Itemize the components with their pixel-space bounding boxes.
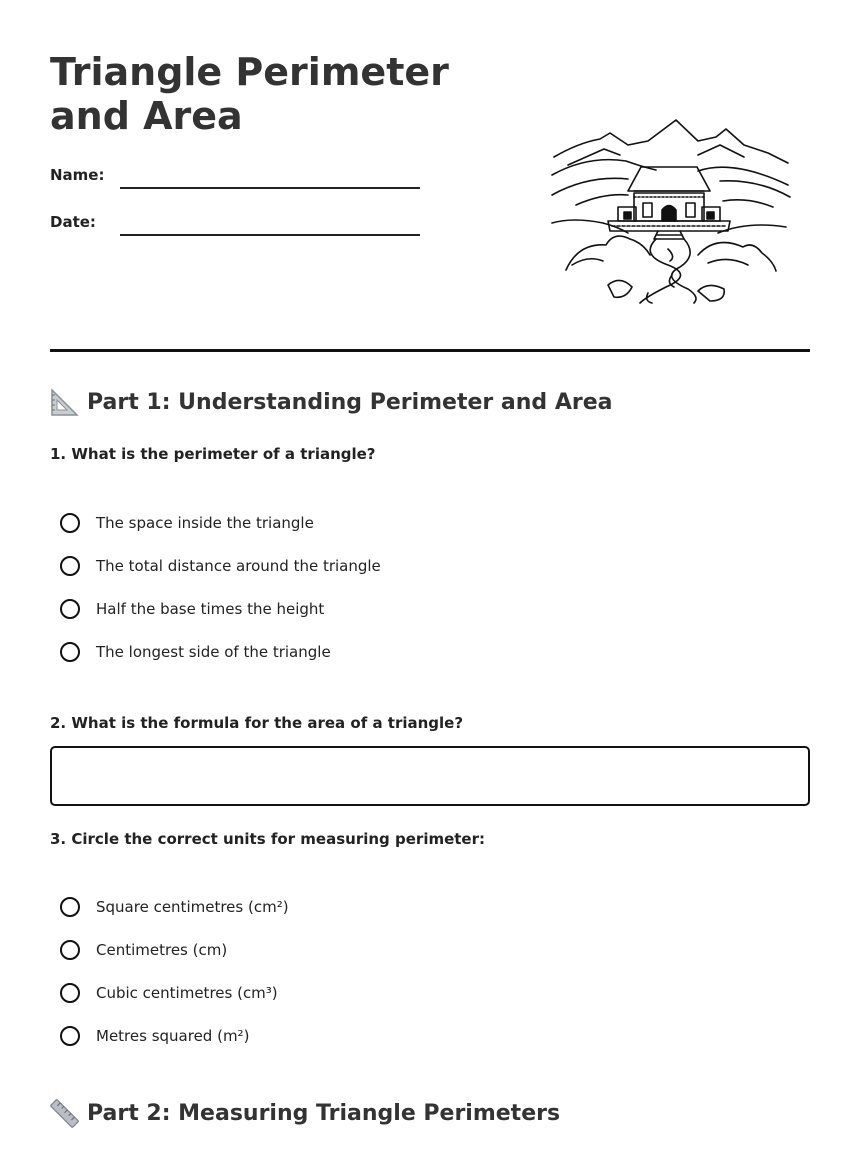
worksheet-title: Triangle Perimeter and Area xyxy=(50,50,449,138)
radio-button[interactable] xyxy=(60,599,80,619)
q3-option-1-label: Square centimetres (cm²) xyxy=(96,898,289,916)
part1-heading xyxy=(50,388,612,417)
part2-heading xyxy=(50,1099,560,1128)
radio-button[interactable] xyxy=(60,556,80,576)
q1-option-1[interactable] xyxy=(60,510,314,536)
q3-option-2-label: Centimetres (cm) xyxy=(96,941,228,959)
q1-option-1-label: The space inside the triangle xyxy=(96,514,314,532)
name-field[interactable] xyxy=(120,187,420,189)
radio-button[interactable] xyxy=(60,513,80,533)
radio-button[interactable] xyxy=(60,1026,80,1046)
q1-option-3-label: Half the base times the height xyxy=(96,600,325,618)
q3-option-3[interactable] xyxy=(60,980,278,1006)
radio-button[interactable] xyxy=(60,983,80,1003)
q3-option-4[interactable] xyxy=(60,1023,249,1049)
set-square-icon xyxy=(50,388,79,417)
q3-option-1[interactable] xyxy=(60,894,289,920)
section-divider xyxy=(50,349,810,352)
q1-option-4[interactable] xyxy=(60,639,331,665)
part2-heading-text: Part 2: Measuring Triangle Perimeters xyxy=(87,1101,561,1126)
name-label: Name: xyxy=(50,166,105,184)
date-label: Date: xyxy=(50,213,96,231)
radio-button[interactable] xyxy=(60,940,80,960)
question-1: 1. What is the perimeter of a triangle? xyxy=(50,445,376,463)
q1-option-2-label: The total distance around the triangle xyxy=(96,557,381,575)
q3-option-2[interactable] xyxy=(60,937,227,963)
q1-option-2[interactable] xyxy=(60,553,381,579)
radio-button[interactable] xyxy=(60,642,80,662)
q3-option-4-label: Metres squared (m²) xyxy=(96,1027,250,1045)
q3-option-3-label: Cubic centimetres (cm³) xyxy=(96,984,278,1002)
question-3: 3. Circle the correct units for measuring perimeter: xyxy=(50,830,485,848)
radio-button[interactable] xyxy=(60,897,80,917)
q2-answer-input[interactable] xyxy=(52,748,808,804)
temple-landscape-illustration xyxy=(548,115,793,305)
date-field[interactable] xyxy=(120,234,420,236)
ruler-icon xyxy=(50,1099,79,1128)
part1-heading-text: Part 1: Understanding Perimeter and Area xyxy=(87,390,613,415)
q1-option-3[interactable] xyxy=(60,596,324,622)
q1-option-4-label: The longest side of the triangle xyxy=(96,643,331,661)
question-2: 2. What is the formula for the area of a triangle? xyxy=(50,714,464,732)
q2-answer-box[interactable] xyxy=(50,746,810,806)
